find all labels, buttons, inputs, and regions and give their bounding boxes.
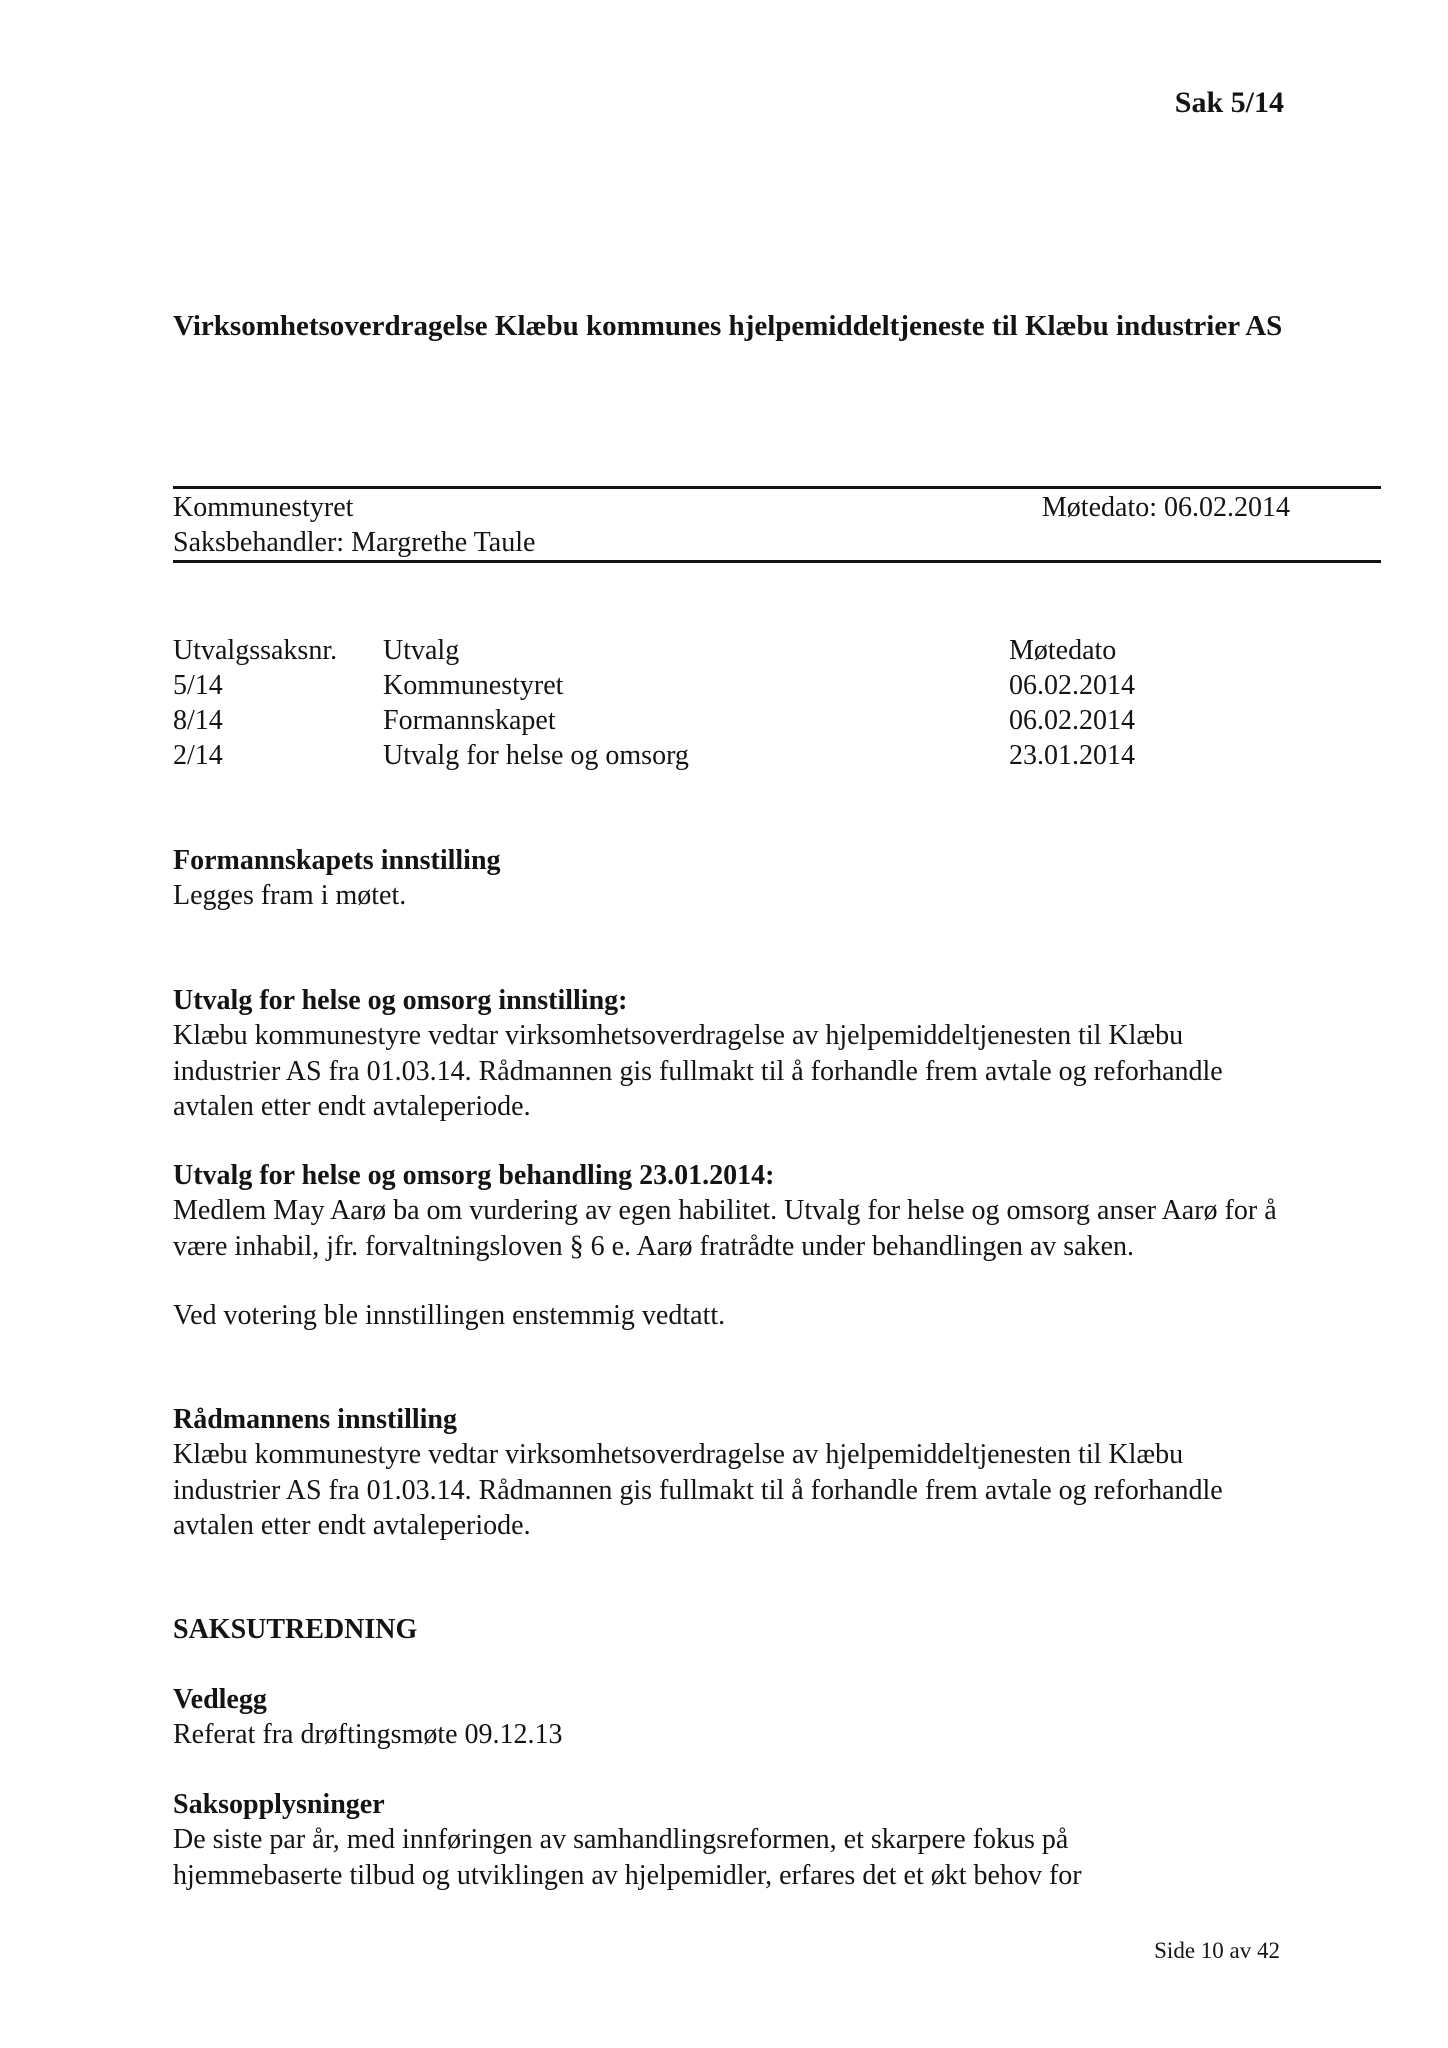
- table-header-utvalg: Utvalg: [383, 635, 460, 666]
- table-cell: 2/14: [173, 740, 223, 771]
- table-cell: 06.02.2014: [1009, 670, 1135, 701]
- vedlegg-heading: Vedlegg: [173, 1684, 267, 1715]
- table-cell: 23.01.2014: [1009, 740, 1135, 771]
- saksopplysninger-text: De siste par år, med innføringen av samhandlingsreformen, et skarpere fokus på hjemmebaserte tilbud og utviklingen av hjelpemidler, erfares det et økt behov for: [173, 1824, 1082, 1891]
- vedlegg-text: Referat fra drøftingsmøte 09.12.13: [173, 1719, 563, 1750]
- table-cell: 5/14: [173, 670, 223, 701]
- page-number: Side 10 av 42: [1154, 1938, 1280, 1963]
- table-header-saksnr: Utvalgssaksnr.: [173, 635, 338, 666]
- formannskap-text: Legges fram i møtet.: [173, 880, 407, 911]
- case-number: Sak 5/14: [1174, 86, 1284, 119]
- formannskap-heading: Formannskapets innstilling: [173, 845, 501, 876]
- meta-saksbehandler: Saksbehandler: Margrethe Taule: [173, 527, 536, 558]
- table-cell: Kommunestyret: [383, 670, 564, 701]
- meta-motedato: Møtedato: 06.02.2014: [1041, 492, 1290, 523]
- top-rule: [173, 486, 1381, 489]
- uho-behandling-heading: Utvalg for helse og omsorg behandling 23.01.2014:: [173, 1160, 775, 1191]
- bottom-rule: [173, 560, 1381, 563]
- document-title: Virksomhetsoverdragelse Klæbu kommunes hjelpemiddeltjeneste til Klæbu industrier AS: [173, 310, 1283, 342]
- table-header-motedato: Møtedato: [1009, 635, 1117, 666]
- table-cell: 8/14: [173, 705, 223, 736]
- uho-behandling-text: Medlem May Aarø ba om vurdering av egen habilitet. Utvalg for helse og omsorg anser Aarø for å være inhabil, jfr. forvaltningsloven § 6 e. Aarø fratrådte under behandlingen av saken.: [173, 1195, 1277, 1262]
- uho-votering-text: Ved votering ble innstillingen enstemmig vedtatt.: [173, 1300, 726, 1331]
- uho-innstilling-heading: Utvalg for helse og omsorg innstilling:: [173, 985, 628, 1016]
- meta-organ: Kommunestyret: [173, 492, 354, 523]
- uho-innstilling-text: Klæbu kommunestyre vedtar virksomhetsoverdragelse av hjelpemiddeltjenesten til Klæbu industrier AS fra 01.03.14. Rådmannen gis fullmakt til å forhandle frem avtale og reforhandle avtalen etter endt avtaleperiode.: [173, 1020, 1223, 1122]
- table-cell: 06.02.2014: [1009, 705, 1135, 736]
- saksopplysninger-heading: Saksopplysninger: [173, 1789, 385, 1820]
- radmann-heading: Rådmannens innstilling: [173, 1404, 457, 1435]
- table-cell: Utvalg for helse og omsorg: [383, 740, 689, 771]
- radmann-text: Klæbu kommunestyre vedtar virksomhetsoverdragelse av hjelpemiddeltjenesten til Klæbu industrier AS fra 01.03.14. Rådmannen gis fullmakt til å forhandle frem avtale og reforhandle avtalen etter endt avtaleperiode.: [173, 1439, 1223, 1541]
- saksutredning-heading: SAKSUTREDNING: [173, 1614, 418, 1645]
- table-cell: Formannskapet: [383, 705, 556, 736]
